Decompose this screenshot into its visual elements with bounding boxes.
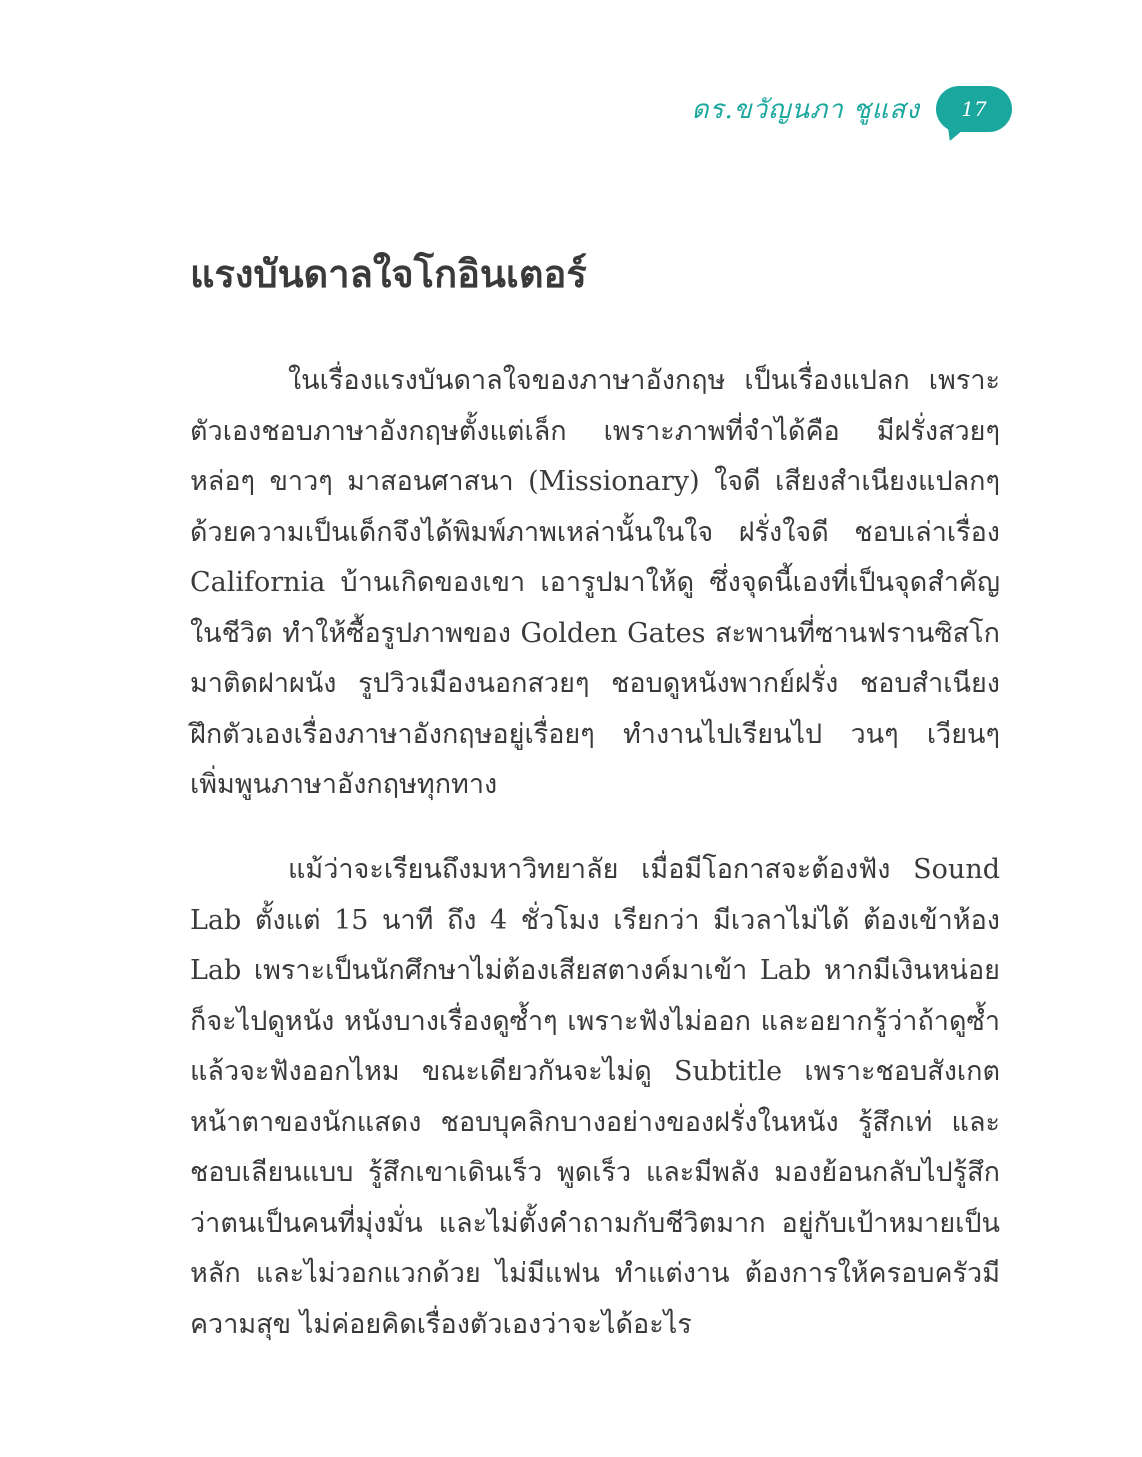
paragraph-1: ในเรื่องแรงบันดาลใจของภาษาอังกฤษ เป็นเรื่องแปลก เพราะตัวเองชอบภาษาอังกฤษตั้งแต่เล็ก เพราะภาพที่จำได้คือ มีฝรั่งสวยๆ หล่อๆ ขาวๆ มาสอนศาสนา (Missionary) ใจดี เสียงสำเนียงแปลกๆ ด้วยความเป็นเด็กจึงได้พิมพ์ภาพเหล่านั้นในใจ ฝรั่งใจดี ชอบเล่าเรื่อง California บ้านเกิดของเขา เอารูปมาให้ดู ซึ่งจุดนี้เองที่เป็นจุดสำคัญในชีวิต ทำให้ซื้อรูปภาพของ Golden Gates สะพานที่ซานฟรานซิสโก มาติดฝาผนัง รูปวิวเมืองนอกสวยๆ ชอบดูหนังพากย์ฝรั่ง ชอบสำเนียง ฝึกตัวเองเรื่องภาษาอังกฤษอยู่เรื่อยๆ ทำงานไปเรียนไป วนๆ เวียนๆ เพิ่มพูนภาษาอังกฤษทุกทาง [190,365,1000,800]
paragraph-2: แม้ว่าจะเรียนถึงมหาวิทยาลัย เมื่อมีโอกาสจะต้องฟัง Sound Lab ตั้งแต่ 15 นาที ถึง 4 ชั่วโมง เรียกว่า มีเวลาไม่ได้ ต้องเข้าห้อง Lab เพราะเป็นนักศึกษาไม่ต้องเสียสตางค์มาเข้า Lab หากมีเงินหน่อยก็จะไปดูหนัง หนังบางเรื่องดูซ้ำๆ เพราะฟังไม่ออก และอยากรู้ว่าถ้าดูซ้ำแล้วจะฟังออกไหม ขณะเดียวกันจะไม่ดู Subtitle เพราะชอบสังเกตหน้าตาของนักแสดง ชอบบุคลิกบางอย่างของฝรั่งในหนัง รู้สึกเท่ และชอบเลียนแบบ รู้สึกเขาเดินเร็ว พูดเร็ว และมีพลัง มองย้อนกลับไปรู้สึกว่าตนเป็นคนที่มุ่งมั่น และไม่ตั้งคำถามกับชีวิตมาก อยู่กับเป้าหมายเป็นหลัก และไม่วอกแวกด้วย ไม่มีแฟน ทำแต่งาน ต้องการให้ครอบครัวมีความสุข ไม่ค่อยคิดเรื่องตัวเองว่าจะได้อะไร [190,854,1000,1340]
running-header [692,86,1012,132]
author-name: ดร.ขวัญนภา ชูแสง [691,94,920,125]
page-number-badge: 17 [936,86,1012,132]
chapter-title: แรงบันดาลใจโกอินเตอร์ [190,252,587,296]
